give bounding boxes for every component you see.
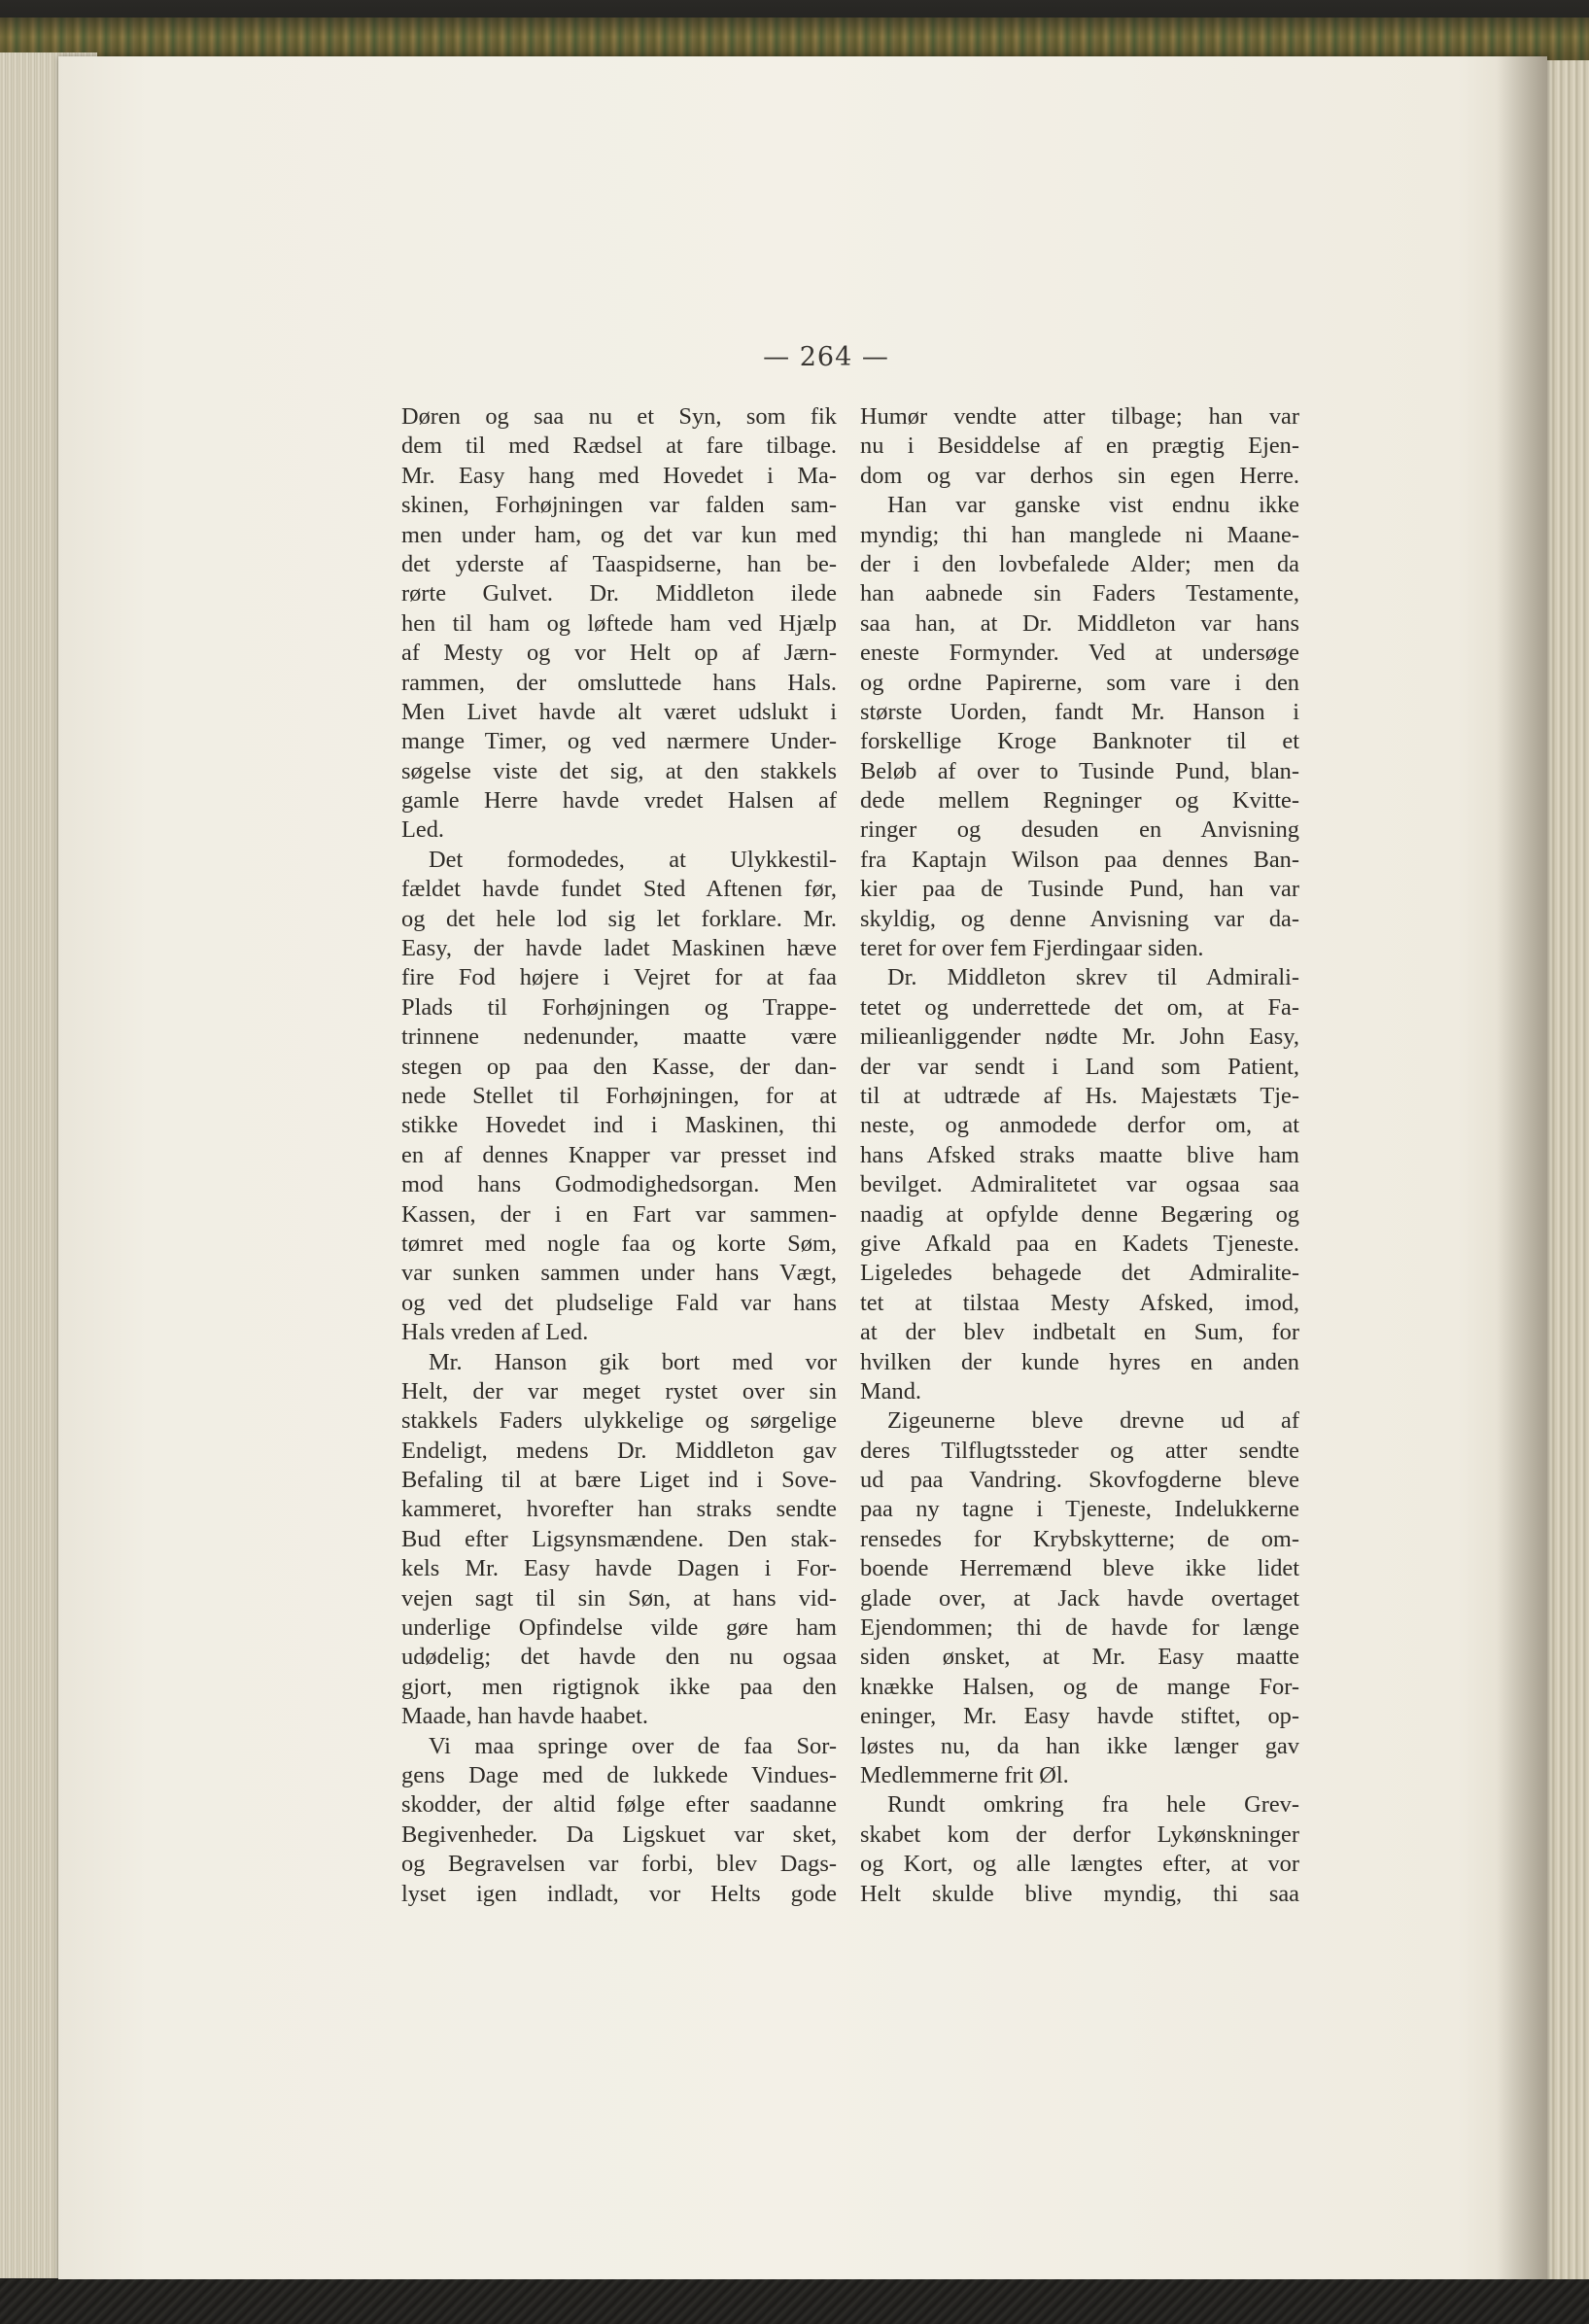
text-line: fire Fod højere i Vejret for at faa	[401, 964, 837, 991]
text-line: rammen, der omsluttede hans Hals.	[401, 669, 837, 696]
text-line: Rundt omkring fra hele Grev-	[887, 1791, 1299, 1819]
text-line: dem til med Rædsel at fare tilbage.	[401, 433, 837, 460]
text-line: Ejendommen; thi de havde for længe	[860, 1614, 1299, 1642]
page-number: — 264 —	[763, 342, 889, 372]
text-line: kels Mr. Easy havde Dagen i For-	[401, 1555, 837, 1582]
text-line: kammeret, hvorefter han straks sendte	[401, 1496, 837, 1523]
text-line: og ordne Papirerne, som vare i den	[860, 669, 1299, 696]
text-line: Begivenheder. Da Ligskuet var sket,	[401, 1821, 837, 1848]
text-line: give Afkald paa en Kadets Tjeneste.	[860, 1230, 1299, 1257]
text-line: Bud efter Ligsynsmændene. Den stak-	[401, 1525, 837, 1552]
text-line: og ved det pludselige Fald var hans	[401, 1289, 837, 1316]
text-line: knække Halsen, og de mange For-	[860, 1673, 1299, 1700]
text-line: eneste Formynder. Ved at undersøge	[860, 640, 1299, 667]
text-line: største Uorden, fandt Mr. Hanson i	[860, 698, 1299, 725]
text-line: glade over, at Jack havde overtaget	[860, 1584, 1299, 1612]
text-line: fældet havde fundet Sted Aftenen før,	[401, 876, 837, 903]
text-line: Vi maa springe over de faa Sor-	[429, 1732, 837, 1759]
text-line: bevilget. Admiralitetet var ogsaa saa	[860, 1171, 1299, 1198]
text-line: dom og var derhos sin egen Herre.	[860, 462, 1299, 489]
text-line: underlige Opfindelse vilde gøre ham	[401, 1614, 837, 1642]
text-line: Befaling til at bære Liget ind i Sove-	[401, 1467, 837, 1494]
text-line: rensedes for Krybskytterne; de om-	[860, 1525, 1299, 1552]
text-line: Easy, der havde ladet Maskinen hæve	[401, 935, 837, 962]
text-line: gjort, men rigtignok ikke paa den	[401, 1673, 837, 1700]
text-line: boende Herremænd bleve ikke lidet	[860, 1555, 1299, 1582]
text-line: Beløb af over to Tusinde Pund, blan-	[860, 757, 1299, 784]
text-line: eninger, Mr. Easy havde stiftet, op-	[860, 1703, 1299, 1730]
text-line: Zigeunerne bleve drevne ud af	[887, 1407, 1299, 1435]
text-line: at der blev indbetalt en Sum, for	[860, 1319, 1299, 1346]
text-line: det yderste af Taaspidserne, han be-	[401, 550, 837, 577]
left-text-column	[401, 402, 837, 1909]
text-line: Men Livet havde alt været udslukt i	[401, 698, 837, 725]
text-line: nede Stellet til Forhøjningen, for at	[401, 1082, 837, 1109]
text-line: men under ham, og det var kun med	[401, 521, 837, 548]
text-line: Ligeledes behagede det Admiralite-	[860, 1260, 1299, 1287]
text-line: Maade, han havde haabet.	[401, 1703, 648, 1730]
text-line: vejen sagt til sin Søn, at hans vid-	[401, 1584, 837, 1612]
text-line: der var sendt i Land som Patient,	[860, 1053, 1299, 1080]
text-line: stegen op paa den Kasse, der dan-	[401, 1053, 837, 1080]
text-line: var sunken sammen under hans Vægt,	[401, 1260, 837, 1287]
text-line: Kassen, der i en Fart var sammen-	[401, 1200, 837, 1228]
text-line: neste, og anmodede derfor om, at	[860, 1112, 1299, 1139]
text-line: gens Dage med de lukkede Vindues-	[401, 1761, 837, 1788]
text-line: Endeligt, medens Dr. Middleton gav	[401, 1437, 837, 1464]
text-line: Han var ganske vist endnu ikke	[887, 492, 1299, 519]
text-line: Helt skulde blive myndig, thi saa	[860, 1880, 1299, 1907]
text-line: søgelse viste det sig, at den stakkels	[401, 757, 837, 784]
text-line: paa ny tagne i Tjeneste, Indelukkerne	[860, 1496, 1299, 1523]
text-line: ringer og desuden en Anvisning	[860, 816, 1299, 844]
text-line: Døren og saa nu et Syn, som fik	[401, 403, 837, 430]
text-line: myndig; thi han manglede ni Maane-	[860, 521, 1299, 548]
text-line: teret for over fem Fjerdingaar siden.	[860, 935, 1204, 962]
text-line: og det hele lod sig let forklare. Mr.	[401, 905, 837, 932]
text-line: ud paa Vandring. Skovfogderne bleve	[860, 1467, 1299, 1494]
text-line: rørte Gulvet. Dr. Middleton ilede	[401, 580, 837, 607]
text-line: Mand.	[860, 1377, 922, 1405]
text-line: Helt, der var meget rystet over sin	[401, 1377, 837, 1405]
text-line: deres Tilflugtssteder og atter sendte	[860, 1437, 1299, 1464]
text-line: og Kort, og alle længtes efter, at vor	[860, 1851, 1299, 1878]
text-line: løstes nu, da han ikke længer gav	[860, 1732, 1299, 1759]
text-line: mod hans Godmodighedsorgan. Men	[401, 1171, 837, 1198]
text-line: nu i Besiddelse af en prægtig Ejen-	[860, 433, 1299, 460]
text-line: dede mellem Regninger og Kvitte-	[860, 787, 1299, 815]
text-line: milieanliggender nødte Mr. John Easy,	[860, 1023, 1299, 1051]
text-line: fra Kaptajn Wilson paa dennes Ban-	[860, 846, 1299, 873]
text-line: trinnene nedenunder, maatte være	[401, 1023, 837, 1051]
text-line: Mr. Hanson gik bort med vor	[429, 1348, 837, 1375]
text-line: tet at tilstaa Mesty Afsked, imod,	[860, 1289, 1299, 1316]
text-line: Dr. Middleton skrev til Admirali-	[887, 964, 1299, 991]
book-edge-shade	[0, 17, 1589, 60]
text-line: Det formodedes, at Ulykkestil-	[429, 846, 837, 873]
text-line: tømret med nogle faa og korte Søm,	[401, 1230, 837, 1257]
text-line: saa han, at Dr. Middleton var hans	[860, 609, 1299, 637]
text-line: mange Timer, og ved nærmere Under-	[401, 728, 837, 755]
text-line: af Mesty og vor Helt op af Jærn-	[401, 640, 837, 667]
text-line: Hals vreden af Led.	[401, 1319, 589, 1346]
text-line: hen til ham og løftede ham ved Hjælp	[401, 609, 837, 637]
text-line: lyset igen indladt, vor Helts gode	[401, 1880, 837, 1907]
text-line: der i den lovbefalede Alder; men da	[860, 550, 1299, 577]
text-line: udødelig; det havde den nu ogsaa	[401, 1644, 837, 1671]
text-line: stakkels Faders ulykkelige og sørgelige	[401, 1407, 837, 1435]
text-line: siden ønsket, at Mr. Easy maatte	[860, 1644, 1299, 1671]
text-line: skinen, Forhøjningen var falden sam-	[401, 492, 837, 519]
text-line: forskellige Kroge Banknoter til et	[860, 728, 1299, 755]
text-line: skabet kom der derfor Lykønskninger	[860, 1821, 1299, 1848]
text-line: kier paa de Tusinde Pund, han var	[860, 876, 1299, 903]
text-line: han aabnede sin Faders Testamente,	[860, 580, 1299, 607]
text-line: og Begravelsen var forbi, blev Dags-	[401, 1851, 837, 1878]
right-page-edges	[1540, 60, 1589, 2286]
text-line: Plads til Forhøjningen og Trappe-	[401, 993, 837, 1021]
text-line: Mr. Easy hang med Hovedet i Ma-	[401, 462, 837, 489]
text-line: Medlemmerne frit Øl.	[860, 1761, 1069, 1788]
text-line: skyldig, og denne Anvisning var da-	[860, 905, 1299, 932]
text-line: skodder, der altid følge efter saadanne	[401, 1791, 837, 1819]
bottom-binding-cloth	[0, 2279, 1589, 2324]
text-line: naadig at opfylde denne Begæring og	[860, 1200, 1299, 1228]
text-line: hans Afsked straks maatte blive ham	[860, 1141, 1299, 1168]
text-line: til at udtræde af Hs. Majestæts Tje-	[860, 1082, 1299, 1109]
text-line: en af dennes Knapper var presset ind	[401, 1141, 837, 1168]
spine-shadow	[1497, 56, 1547, 2292]
text-line: stikke Hovedet ind i Maskinen, thi	[401, 1112, 837, 1139]
right-text-column	[860, 402, 1299, 1909]
text-line: Humør vendte atter tilbage; han var	[860, 403, 1299, 430]
text-line: Led.	[401, 816, 445, 844]
text-line: tetet og underrettede det om, at Fa-	[860, 993, 1299, 1021]
text-line: hvilken der kunde hyres en anden	[860, 1348, 1299, 1375]
text-line: gamle Herre havde vredet Halsen af	[401, 787, 837, 815]
